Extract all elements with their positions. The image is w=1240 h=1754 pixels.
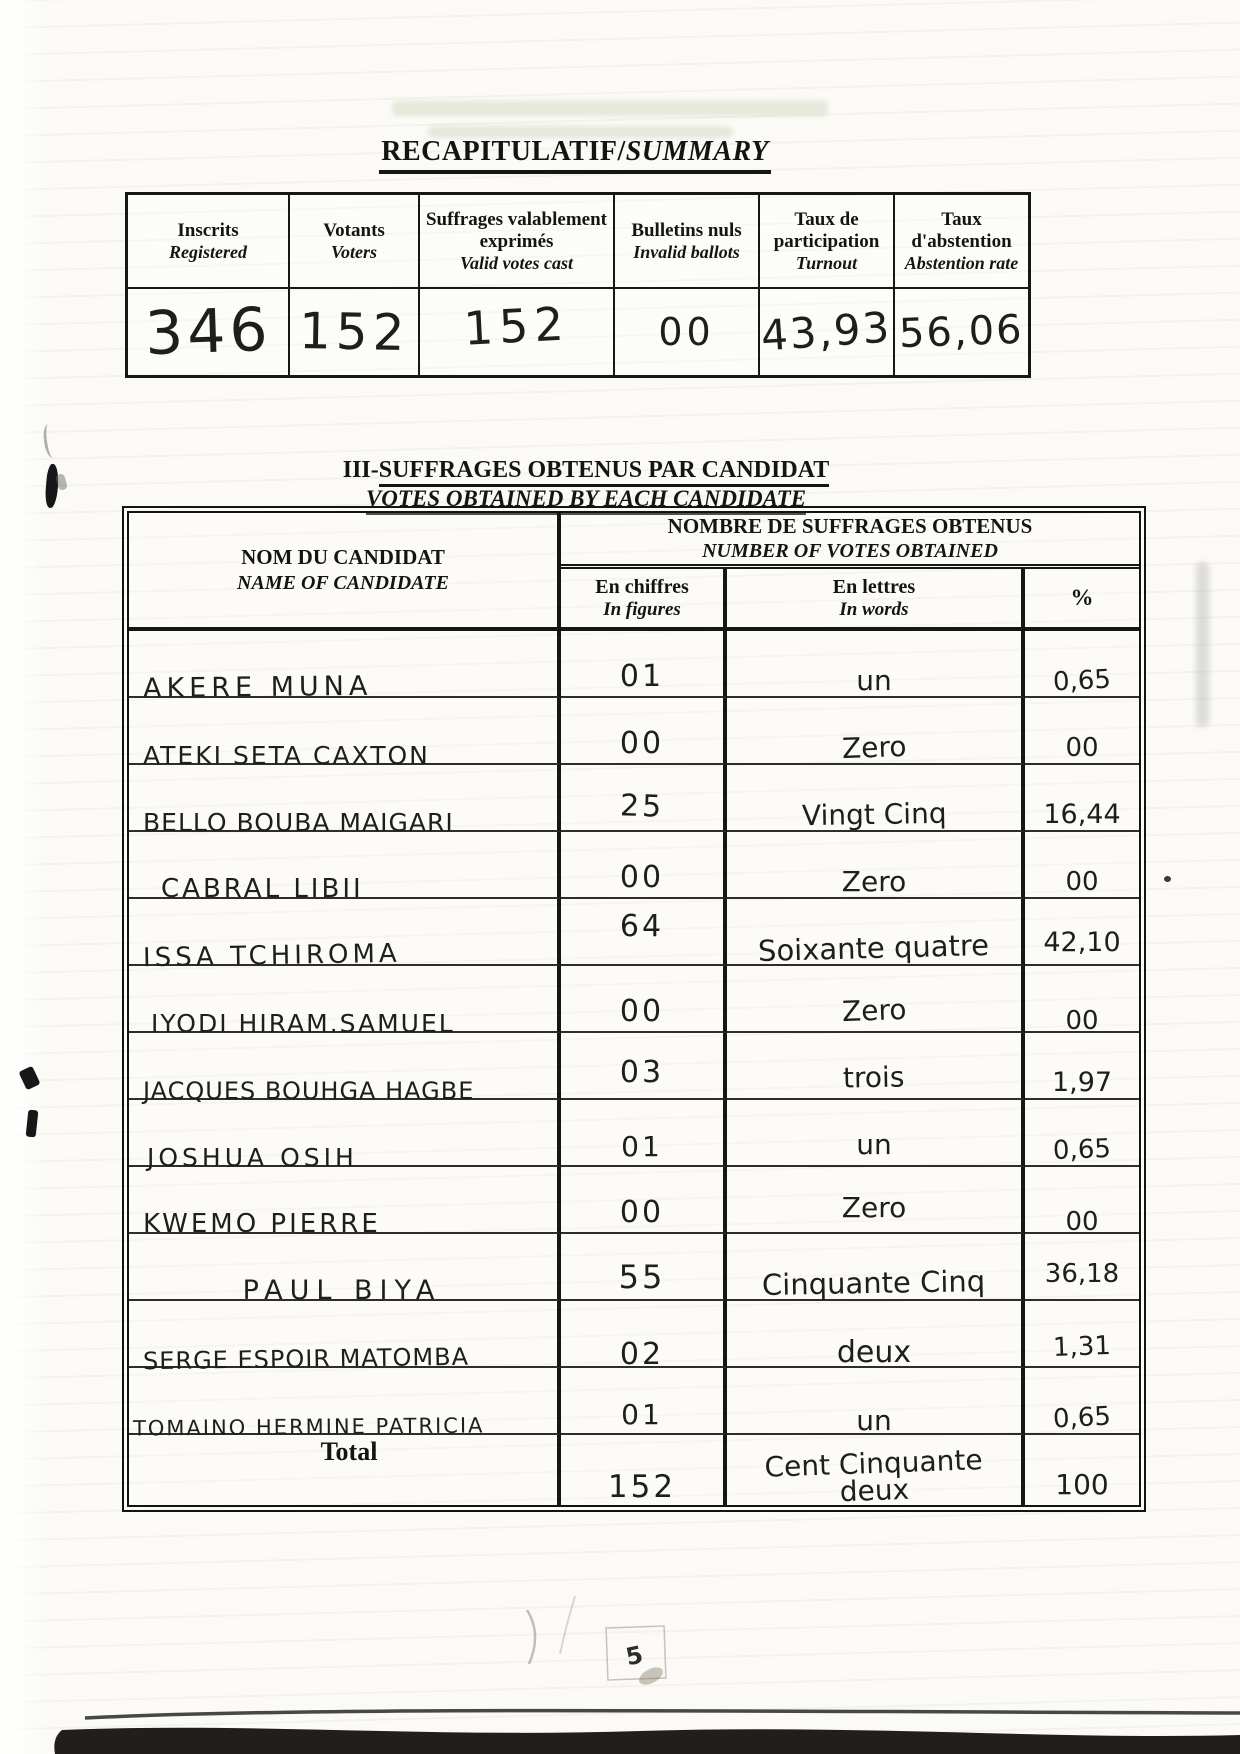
votes-words-cell bbox=[727, 631, 1025, 698]
votes-figures-cell bbox=[561, 631, 727, 698]
votes-words-cell bbox=[727, 765, 1025, 832]
votes-words: un bbox=[856, 664, 892, 697]
candidate-name: CABRAL LIBII bbox=[161, 874, 364, 904]
votes-figures: 00 bbox=[619, 726, 665, 761]
binding-mark bbox=[42, 423, 60, 458]
label-fr: Taux de participation bbox=[773, 208, 880, 252]
total-percent-cell bbox=[1025, 1435, 1139, 1505]
votes-figures-cell bbox=[561, 1033, 727, 1100]
votes-words: deux bbox=[836, 1335, 912, 1370]
votes-percent: 0,65 bbox=[1052, 664, 1112, 698]
votes-figures-cell bbox=[561, 1234, 727, 1301]
votes-percent: 16,44 bbox=[1043, 799, 1121, 830]
votes-percent-cell bbox=[1025, 966, 1139, 1036]
votes-words-cell bbox=[727, 966, 1025, 1033]
votes-percent: 1,97 bbox=[1051, 1067, 1113, 1098]
votes-percent-cell bbox=[1025, 1368, 1139, 1435]
summary-value-valid-votes bbox=[418, 289, 613, 375]
votes-words-cell bbox=[727, 1301, 1025, 1368]
candidate-name-cell bbox=[129, 832, 561, 904]
label-fr: En chiffres bbox=[595, 575, 689, 598]
summary-value-voters bbox=[288, 289, 418, 375]
candidate-name-cell bbox=[129, 1234, 561, 1306]
binding-mark bbox=[26, 1110, 39, 1138]
paper-edge-shadow bbox=[54, 1728, 1240, 1754]
candidate-name-cell bbox=[129, 1167, 561, 1239]
label-fr: Taux d'abstention bbox=[911, 208, 1012, 252]
total-label: Total bbox=[320, 1437, 378, 1466]
votes-percent-cell bbox=[1025, 631, 1139, 698]
summary-header-abstention bbox=[893, 195, 1028, 289]
label-fr: Suffrages valablement exprimés bbox=[425, 208, 607, 252]
section-number: III- bbox=[342, 457, 379, 483]
candidate-name: JACQUES BOUHGA HAGBE bbox=[143, 1077, 475, 1105]
votes-header-percent bbox=[1025, 569, 1139, 631]
votes-words-cell bbox=[727, 698, 1025, 765]
label-en: Registered bbox=[169, 241, 247, 262]
votes-words: trois bbox=[843, 1060, 905, 1095]
votes-table bbox=[122, 506, 1146, 1512]
summary-table bbox=[125, 192, 1031, 378]
votes-figures-cell bbox=[561, 832, 727, 899]
votes-words-cell bbox=[727, 1033, 1025, 1100]
votes-figures-cell bbox=[561, 1167, 727, 1234]
votes-percent-cell bbox=[1025, 1100, 1139, 1167]
votes-percent-cell bbox=[1025, 1234, 1139, 1301]
handwritten-value: 152 bbox=[298, 302, 410, 362]
candidate-name-cell bbox=[129, 1100, 561, 1172]
candidate-name: SERGE ESPOIR MATOMBA bbox=[142, 1342, 470, 1376]
ink-speck bbox=[1164, 876, 1171, 882]
candidate-name-cell bbox=[129, 966, 561, 1038]
votes-figures-cell bbox=[561, 698, 727, 765]
label-en: NUMBER OF VOTES OBTAINED bbox=[702, 540, 998, 563]
votes-percent: 00 bbox=[1065, 1006, 1099, 1036]
label-fr: Votants bbox=[323, 219, 385, 241]
votes-words: Soixante quatre bbox=[758, 927, 990, 969]
votes-percent-cell bbox=[1025, 1033, 1139, 1100]
handwritten-value: 152 bbox=[461, 296, 571, 356]
handwritten-value: 346 bbox=[143, 294, 273, 370]
votes-percent: 0,65 bbox=[1052, 1401, 1112, 1435]
votes-percent: 00 bbox=[1065, 867, 1099, 897]
summary-header-voters bbox=[288, 195, 418, 289]
handwritten-value: 00 bbox=[658, 310, 715, 354]
votes-words: Zero bbox=[841, 1191, 907, 1224]
votes-figures: 00 bbox=[619, 994, 665, 1029]
votes-figures: 25 bbox=[619, 788, 665, 825]
candidate-name-cell bbox=[129, 698, 561, 770]
votes-words: un bbox=[856, 1404, 892, 1437]
label-fr: NOMBRE DE SUFFRAGES OBTENUS bbox=[667, 513, 1033, 538]
candidate-name: ATEKI SETA CAXTON bbox=[143, 741, 430, 770]
total-percent: 100 bbox=[1055, 1468, 1109, 1501]
summary-value-abstention bbox=[893, 289, 1028, 375]
summary-header-registered bbox=[128, 195, 288, 289]
candidate-name-cell bbox=[129, 1033, 561, 1105]
summary-header-turnout bbox=[758, 195, 893, 289]
paper-edge-line bbox=[85, 1711, 1240, 1718]
binding-mark bbox=[18, 1066, 40, 1090]
label-en: Abstention rate bbox=[904, 252, 1019, 273]
page-title-fr: RECAPITULATIF/ bbox=[381, 136, 626, 167]
votes-header-words bbox=[727, 569, 1025, 631]
votes-words-cell bbox=[727, 1100, 1025, 1167]
candidate-name: BELLO BOUBA MAIGARI bbox=[143, 808, 454, 837]
summary-value-invalid-ballots bbox=[613, 289, 758, 375]
total-label-cell bbox=[129, 1435, 561, 1505]
label-en: Invalid ballots bbox=[633, 241, 740, 262]
candidate-name: AKERE MUNA bbox=[142, 670, 373, 705]
votes-words: Zero bbox=[841, 865, 907, 898]
ink-bleed-line bbox=[392, 101, 828, 116]
votes-header-number bbox=[561, 513, 1139, 569]
stamp-mark: 5 bbox=[623, 1640, 646, 1672]
votes-words-cell bbox=[727, 1368, 1025, 1435]
candidate-name-cell bbox=[129, 1368, 561, 1441]
page-bottom-artifacts bbox=[0, 1580, 1240, 1754]
candidate-name: ISSA TCHIROMA bbox=[142, 938, 401, 974]
page-title-en: SUMMARY bbox=[625, 136, 769, 167]
candidate-name-cell bbox=[129, 631, 561, 705]
summary-header-valid-votes bbox=[418, 195, 613, 289]
candidate-name: KWEMO PIERRE bbox=[143, 1209, 381, 1239]
votes-percent-cell bbox=[1025, 765, 1139, 832]
votes-percent-cell bbox=[1025, 832, 1139, 899]
handwritten-value: 56,06 bbox=[898, 306, 1025, 358]
votes-figures-cell bbox=[561, 899, 727, 966]
votes-header-candidate bbox=[129, 513, 561, 631]
votes-figures-cell bbox=[561, 966, 727, 1033]
votes-figures: 55 bbox=[618, 1258, 666, 1296]
pen-stroke bbox=[560, 1596, 575, 1654]
summary-header-invalid-ballots bbox=[613, 195, 758, 289]
label-fr: NOM DU CANDIDAT bbox=[241, 545, 445, 570]
total-figures-cell bbox=[561, 1435, 727, 1505]
votes-figures-cell bbox=[561, 765, 727, 832]
handwritten-value: 43,93 bbox=[759, 302, 894, 361]
scan-smudge bbox=[1196, 562, 1209, 727]
label-en: Valid votes cast bbox=[460, 252, 573, 273]
label-fr: En lettres bbox=[832, 575, 916, 598]
votes-words: Vingt Cinq bbox=[801, 796, 947, 833]
votes-words: Cinquante Cinq bbox=[762, 1264, 986, 1302]
label-en: Turnout bbox=[795, 252, 858, 273]
votes-percent: 00 bbox=[1065, 1207, 1099, 1237]
votes-figures: 00 bbox=[619, 1195, 665, 1230]
votes-figures: 64 bbox=[619, 909, 665, 944]
votes-words: un bbox=[856, 1128, 892, 1161]
total-words: Cent Cinquante deux bbox=[763, 1443, 984, 1508]
votes-figures: 01 bbox=[621, 1398, 663, 1431]
section-title-fr: SUFFRAGES OBTENUS PAR CANDIDAT bbox=[379, 457, 830, 487]
votes-figures-cell bbox=[561, 1368, 727, 1435]
votes-percent-cell bbox=[1025, 698, 1139, 765]
votes-words: Zero bbox=[841, 729, 907, 766]
summary-value-registered bbox=[128, 289, 288, 375]
votes-words-cell bbox=[727, 1234, 1025, 1301]
candidate-name: JOSHUA OSIH bbox=[147, 1143, 358, 1172]
candidate-name: PAUL BIYA bbox=[242, 1275, 442, 1306]
candidate-name-cell bbox=[129, 765, 561, 837]
candidate-name-cell bbox=[129, 1301, 561, 1376]
label-en: In figures bbox=[603, 598, 681, 620]
votes-figures: 03 bbox=[619, 1055, 665, 1090]
votes-words-cell bbox=[727, 1167, 1025, 1234]
label-en: NAME OF CANDIDATE bbox=[237, 571, 449, 594]
candidate-name: IYODI HIRAM.SAMUEL bbox=[151, 1009, 455, 1038]
votes-percent-cell bbox=[1025, 1167, 1139, 1237]
votes-words-cell bbox=[727, 899, 1025, 969]
label-en: Voters bbox=[330, 241, 377, 262]
total-figures: 152 bbox=[607, 1469, 677, 1505]
votes-figures-cell bbox=[561, 1301, 727, 1372]
section-title-en: VOTES OBTAINED BY EACH CANDIDATE bbox=[366, 486, 806, 515]
votes-figures: 00 bbox=[619, 860, 665, 895]
label-fr: Inscrits bbox=[177, 219, 239, 241]
total-words-cell bbox=[727, 1435, 1025, 1508]
votes-figures: 01 bbox=[619, 659, 665, 694]
votes-percent: 0,65 bbox=[1052, 1133, 1112, 1167]
votes-percent: 00 bbox=[1065, 733, 1099, 763]
percent-symbol: % bbox=[1070, 585, 1094, 611]
votes-percent-cell bbox=[1025, 899, 1139, 966]
votes-percent: 36,18 bbox=[1044, 1259, 1120, 1289]
candidate-name-cell bbox=[129, 899, 561, 974]
pen-stroke bbox=[527, 1610, 535, 1664]
candidate-name: TOMAINO HERMINE PATRICIA bbox=[132, 1413, 485, 1441]
votes-words-cell bbox=[727, 832, 1025, 899]
votes-words: Zero bbox=[841, 992, 907, 1029]
votes-percent-cell bbox=[1025, 1301, 1139, 1368]
summary-value-turnout bbox=[758, 289, 893, 375]
votes-header-figures bbox=[561, 569, 727, 631]
page-title bbox=[0, 136, 1195, 174]
votes-percent: 1,31 bbox=[1052, 1330, 1112, 1364]
label-fr: Bulletins nuls bbox=[631, 219, 742, 241]
section-heading bbox=[0, 455, 1206, 514]
label-en: In words bbox=[839, 598, 909, 620]
votes-percent: 42,10 bbox=[1043, 927, 1121, 958]
votes-figures: 01 bbox=[621, 1130, 663, 1163]
votes-figures: 02 bbox=[619, 1337, 665, 1372]
votes-figures-cell bbox=[561, 1100, 727, 1167]
